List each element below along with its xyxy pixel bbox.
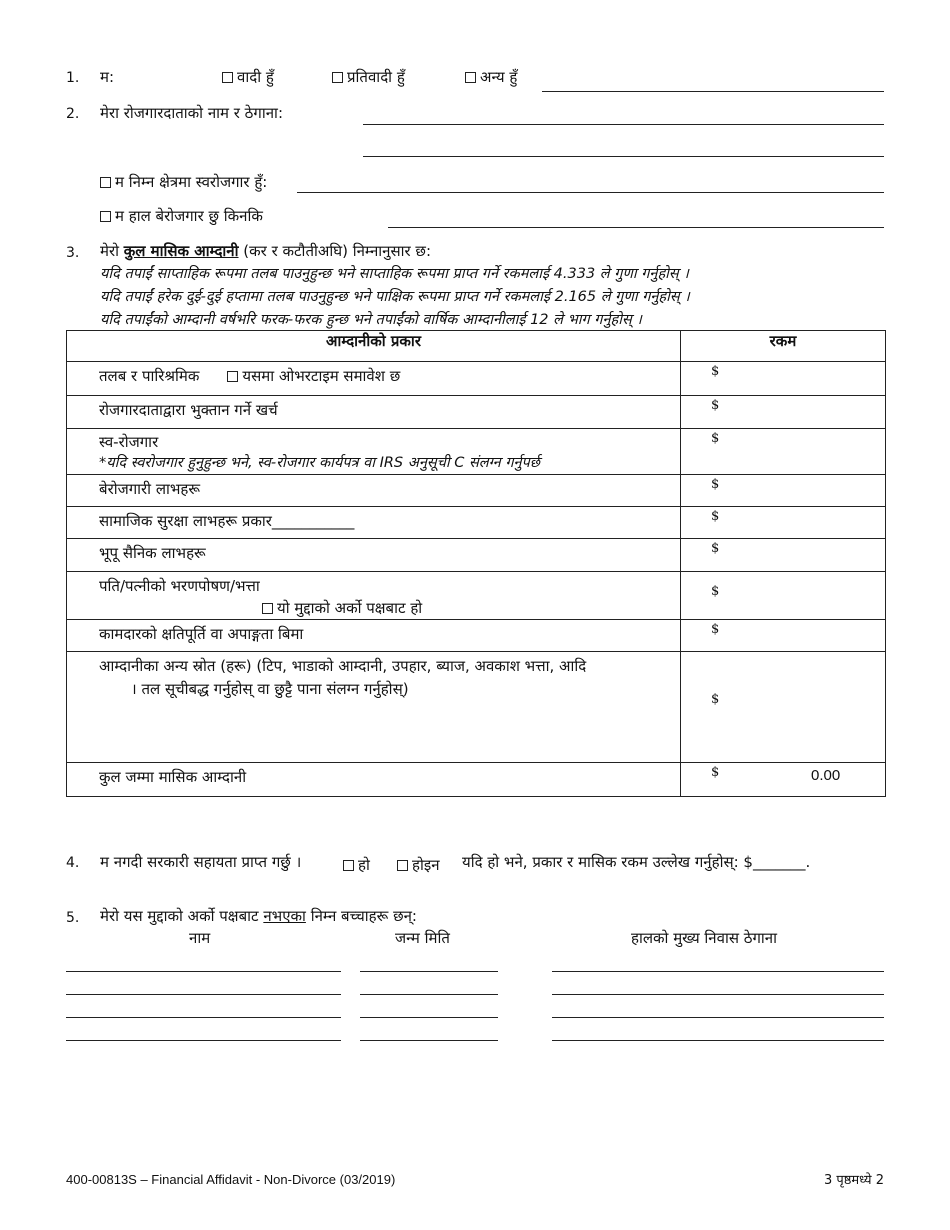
total-value: 0.00 bbox=[811, 767, 841, 784]
q5-number: 5. bbox=[66, 910, 80, 926]
self-employed-field[interactable] bbox=[297, 192, 884, 193]
child-dob-field[interactable] bbox=[360, 971, 498, 972]
q4-label: म नगदी सरकारी सहायता प्राप्त गर्छु । bbox=[100, 853, 302, 871]
yes-option[interactable] bbox=[343, 855, 370, 875]
row-label-continued: । तल सूचीबद्ध गर्नुहोस् वा छुट्टै पाना संलग्न गर्नुहोस्) bbox=[131, 680, 409, 698]
employer-field-line-1[interactable] bbox=[363, 124, 884, 125]
unemployed-label: म हाल बेरोजगार छु किनकि bbox=[115, 207, 263, 225]
table-row bbox=[67, 539, 886, 572]
table-row bbox=[67, 396, 886, 429]
table-row bbox=[67, 507, 886, 539]
children-address-header: हालको मुख्य निवास ठेगाना bbox=[631, 929, 778, 947]
other-field[interactable] bbox=[542, 91, 884, 92]
table-row bbox=[67, 429, 886, 475]
self-employed-label: म निम्न क्षेत्रमा स्वरोजगार हुँ: bbox=[115, 173, 268, 191]
row-label: सामाजिक सुरक्षा लाभहरू प्रकार___________ bbox=[99, 512, 355, 530]
plaintiff-option[interactable] bbox=[222, 67, 274, 87]
child-dob-field[interactable] bbox=[360, 994, 498, 995]
form-footer: 400-00813S – Financial Affidavit - Non-Divorce (03/2019) bbox=[66, 1172, 396, 1187]
row-label: कामदारको क्षतिपूर्ति वा अपाङ्गता बिमा bbox=[99, 625, 304, 643]
q3-number: 3. bbox=[66, 245, 80, 261]
table-row bbox=[67, 572, 886, 620]
no-label: होइन bbox=[412, 856, 440, 874]
q1-label: म: bbox=[100, 68, 115, 86]
table-row bbox=[67, 763, 886, 797]
q4-number: 4. bbox=[66, 855, 80, 871]
other-option[interactable] bbox=[465, 67, 517, 87]
plaintiff-label: वादी हुँ bbox=[237, 68, 274, 86]
child-dob-field[interactable] bbox=[360, 1040, 498, 1041]
q2-number: 2. bbox=[66, 106, 80, 122]
income-table bbox=[66, 330, 886, 797]
biweekly-note: यदि तपाईं हरेक दुई-दुई हप्तामा तलब पाउनुहुन्छ भने पाक्षिक रूपमा प्राप्त गर्ने रकमलाई 2.165 ले गुणा गर्नुहोस् । bbox=[100, 289, 690, 305]
overtime-checkbox[interactable] bbox=[227, 371, 238, 382]
employer-field-line-2[interactable] bbox=[363, 156, 884, 157]
amount-header: रकम bbox=[681, 331, 886, 362]
amount-field[interactable]: $ bbox=[711, 509, 720, 524]
child-name-field[interactable] bbox=[66, 971, 341, 972]
self-employed-checkbox[interactable] bbox=[100, 177, 111, 188]
weekly-note: यदि तपाईं साप्ताहिक रूपमा तलब पाउनुहुन्छ भने साप्ताहिक रूपमा प्राप्त गर्ने रकमलाई 4.333 ले गुणा गर्नुहोस् । bbox=[100, 266, 689, 282]
child-name-field[interactable] bbox=[66, 994, 341, 995]
amount-field[interactable]: $ bbox=[711, 431, 720, 446]
child-address-field[interactable] bbox=[552, 994, 884, 995]
amount-field[interactable]: $ bbox=[711, 364, 720, 379]
page-number: 3 पृष्ठमध्ये 2 bbox=[823, 1173, 884, 1188]
no-option[interactable] bbox=[397, 855, 440, 875]
q1-number: 1. bbox=[66, 70, 80, 86]
yes-label: हो bbox=[358, 856, 370, 874]
monthly-income-emphasis: कुल मासिक आम्दानी bbox=[123, 242, 239, 260]
total-amount-field[interactable]: $ 0.00 bbox=[711, 765, 841, 784]
row-label: बेरोजगारी लाभहरू bbox=[99, 480, 201, 498]
child-address-field[interactable] bbox=[552, 971, 884, 972]
row-label: आम्दानीका अन्य स्रोत (हरू) (टिप, भाडाको आम्दानी, उपहार, ब्याज, अवकाश भत्ता, आदि bbox=[99, 657, 587, 675]
child-name-field[interactable] bbox=[66, 1017, 341, 1018]
amount-field[interactable]: $ bbox=[711, 477, 720, 492]
q2-label: मेरा रोजगारदाताको नाम र ठेगाना: bbox=[100, 104, 283, 122]
table-row bbox=[67, 362, 886, 396]
child-address-field[interactable] bbox=[552, 1017, 884, 1018]
table-row bbox=[67, 652, 886, 763]
defendant-label: प्रतिवादी हुँ bbox=[347, 68, 405, 86]
unemployed-reason-field[interactable] bbox=[388, 227, 884, 228]
child-name-field[interactable] bbox=[66, 1040, 341, 1041]
row-label: पति/पत्नीको भरणपोषण/भत्ता bbox=[99, 577, 260, 595]
table-row bbox=[67, 475, 886, 507]
yes-checkbox[interactable] bbox=[343, 860, 354, 871]
defendant-option[interactable] bbox=[332, 67, 405, 87]
other-label: अन्य हुँ bbox=[480, 68, 518, 86]
row-label: रोजगारदाताद्वारा भुक्तान गर्ने खर्च bbox=[99, 401, 278, 419]
q5-label: मेरो यस मुद्दाको अर्को पक्षबाट नभएका निम्न बच्चाहरू छन्: bbox=[100, 907, 417, 925]
total-label: कुल जम्मा मासिक आम्दानी bbox=[99, 768, 247, 786]
no-checkbox[interactable] bbox=[397, 860, 408, 871]
other-checkbox[interactable] bbox=[465, 72, 476, 83]
child-dob-field[interactable] bbox=[360, 1017, 498, 1018]
plaintiff-checkbox[interactable] bbox=[222, 72, 233, 83]
unemployed-option[interactable] bbox=[100, 206, 263, 226]
unemployed-checkbox[interactable] bbox=[100, 211, 111, 222]
children-dob-header: जन्म मिति bbox=[395, 929, 450, 947]
overtime-label: यसमा ओभरटाइम समावेश छ bbox=[242, 367, 401, 385]
child-address-field[interactable] bbox=[552, 1040, 884, 1041]
row-label: भूपू सैनिक लाभहरू bbox=[99, 544, 206, 562]
self-employed-option[interactable] bbox=[100, 172, 267, 192]
row-label: तलब र पारिश्रमिक bbox=[99, 367, 200, 385]
amount-field[interactable]: $ bbox=[711, 622, 720, 637]
other-party-checkbox[interactable] bbox=[262, 603, 273, 614]
amount-field[interactable]: $ bbox=[711, 398, 720, 413]
q3-label: मेरो कुल मासिक आम्दानी (कर र कटौतीअघि) निम्नानुसार छ: bbox=[100, 242, 432, 260]
other-party-label: यो मुद्दाको अर्को पक्षबाट हो bbox=[277, 599, 423, 617]
table-row bbox=[67, 620, 886, 652]
row-label: स्व-रोजगार bbox=[99, 433, 159, 451]
defendant-checkbox[interactable] bbox=[332, 72, 343, 83]
income-type-header: आम्दानीको प्रकार bbox=[67, 331, 681, 362]
amount-field[interactable]: $ bbox=[711, 584, 720, 599]
assistance-details: यदि हो भने, प्रकार र मासिक रकम उल्लेख गर्नुहोस्: $_______. bbox=[462, 853, 811, 871]
amount-field[interactable]: $ bbox=[711, 692, 720, 707]
self-employment-note: *यदि स्वरोजगार हुनुहुन्छ भने, स्व-रोजगार कार्यपत्र वा IRS अनुसूची C संलग्न गर्नुपर्छ bbox=[99, 455, 540, 471]
table-header bbox=[67, 331, 886, 362]
children-name-header: नाम bbox=[189, 929, 211, 947]
amount-field[interactable]: $ bbox=[711, 541, 720, 556]
variable-note: यदि तपाईंको आम्दानी वर्षभरि फरक-फरक हुन्छ भने तपाईंको वार्षिक आम्दानीलाई 12 ले भाग गर्नुहोस् । bbox=[100, 312, 642, 328]
